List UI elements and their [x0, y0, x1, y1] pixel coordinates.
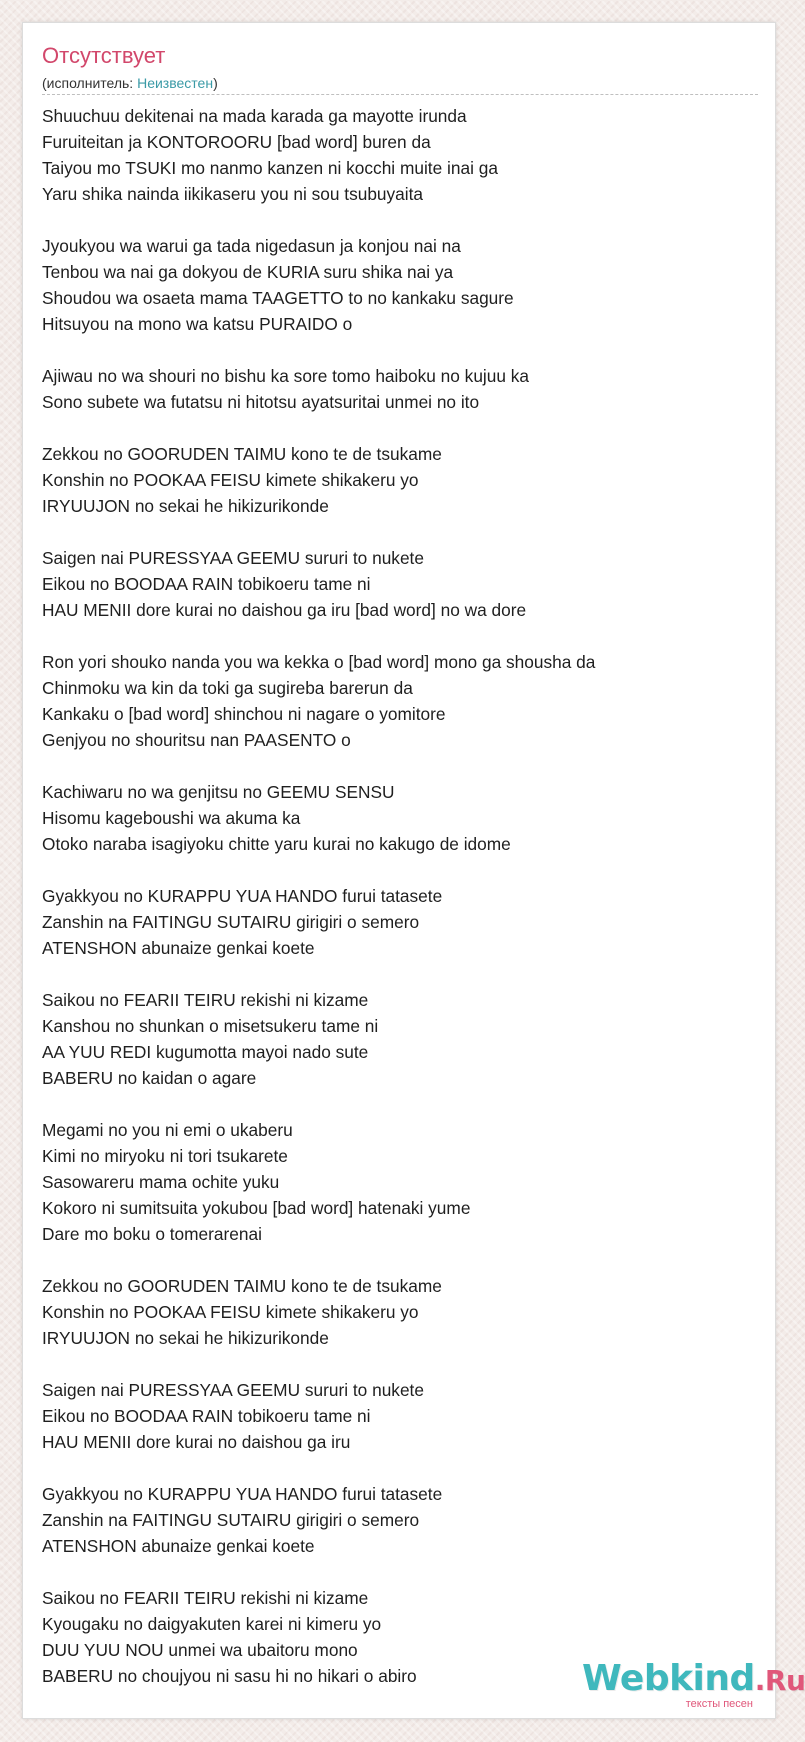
lyrics-line: Furuiteitan ja KONTOROORU [bad word] buren da	[42, 132, 431, 152]
lyrics-line: IRYUUJON no sekai he hikizurikonde	[42, 1328, 329, 1348]
lyrics-line: Chinmoku wa kin da toki ga sugireba barerun da	[42, 678, 413, 698]
lyrics-stanza	[42, 649, 758, 753]
lyrics-stanza	[42, 363, 758, 415]
site-logo[interactable]	[562, 1658, 805, 1714]
lyrics-line: Gyakkyou no KURAPPU YUA HANDO furui tatasete	[42, 886, 443, 906]
lyrics-line: Ron yori shouko nanda you wa kekka o [bad word] mono ga shousha da	[42, 652, 596, 672]
lyrics-stanza	[42, 1273, 758, 1351]
lyrics-line: Jyoukyou wa warui ga tada nigedasun ja konjou nai na	[42, 236, 461, 256]
lyrics-stanza	[42, 1481, 758, 1559]
lyrics-stanza	[42, 987, 758, 1091]
lyrics-line: HAU MENII dore kurai no daishou ga iru [bad word] no wa dore	[42, 600, 527, 620]
logo-tld: .Ru	[754, 1664, 805, 1697]
lyrics-line: Genjyou no shouritsu nan PAASENTO o	[42, 730, 351, 750]
lyrics-stanza	[42, 103, 758, 207]
lyrics-line: Otoko naraba isagiyoku chitte yaru kurai no kakugo de idome	[42, 834, 511, 854]
lyrics-line: Eikou no BOODAA RAIN tobikoeru tame ni	[42, 1406, 371, 1426]
lyrics-line: Konshin no POOKAA FEISU kimete shikakeru yo	[42, 470, 419, 490]
artist-suffix: )	[213, 75, 218, 91]
lyrics-line: ATENSHON abunaize genkai koete	[42, 938, 315, 958]
lyrics-line: Sono subete wa futatsu ni hitotsu ayatsuritai unmei no ito	[42, 392, 480, 412]
lyrics-stanza	[42, 1377, 758, 1455]
lyrics-line: Megami no you ni emi o ukaberu	[42, 1120, 293, 1140]
lyrics-line: Saikou no FEARII TEIRU rekishi ni kizame	[42, 1588, 369, 1608]
lyrics-line: Kanshou no shunkan o misetsukeru tame ni	[42, 1016, 379, 1036]
lyrics-line: Shuuchuu dekitenai na mada karada ga mayotte irunda	[42, 106, 467, 126]
artist-line	[42, 74, 218, 92]
lyrics-line: DUU YUU NOU unmei wa ubaitoru mono	[42, 1640, 358, 1660]
lyrics-line: Zanshin na FAITINGU SUTAIRU girigiri o semero	[42, 912, 420, 932]
lyrics-line: Saigen nai PURESSYAA GEEMU sururi to nukete	[42, 548, 424, 568]
logo-tagline: тексты песен	[685, 1698, 753, 1710]
lyrics-line: BABERU no kaidan o agare	[42, 1068, 257, 1088]
lyrics-line: Zanshin na FAITINGU SUTAIRU girigiri o semero	[42, 1510, 420, 1530]
lyrics-line: Zekkou no GOORUDEN TAIMU kono te de tsukame	[42, 444, 442, 464]
lyrics-line: ATENSHON abunaize genkai koete	[42, 1536, 315, 1556]
lyrics-line: Hitsuyou na mono wa katsu PURAIDO o	[42, 314, 353, 334]
lyrics-stanza	[42, 545, 758, 623]
logo-wordmark	[582, 1658, 805, 1702]
lyrics-stanza	[42, 779, 758, 857]
lyrics-line: Hisomu kageboushi wa akuma ka	[42, 808, 301, 828]
lyrics-line: BABERU no choujyou ni sasu hi no hikari o abiro	[42, 1666, 417, 1686]
logo-brand: Webkind	[582, 1658, 755, 1699]
lyrics-line: Yaru shika nainda iikikaseru you ni sou tsubuyaita	[42, 184, 424, 204]
lyrics-line: AA YUU REDI kugumotta mayoi nado sute	[42, 1042, 369, 1062]
lyrics-line: Gyakkyou no KURAPPU YUA HANDO furui tatasete	[42, 1484, 443, 1504]
lyrics-line: Dare mo boku o tomerarenai	[42, 1224, 262, 1244]
lyrics-line: Konshin no POOKAA FEISU kimete shikakeru yo	[42, 1302, 419, 1322]
lyrics-line: Shoudou wa osaeta mama TAAGETTO to no kankaku sagure	[42, 288, 514, 308]
lyrics-line: Kokoro ni sumitsuita yokubou [bad word] hatenaki yume	[42, 1198, 471, 1218]
lyrics-line: Saigen nai PURESSYAA GEEMU sururi to nukete	[42, 1380, 424, 1400]
lyrics-stanza	[42, 233, 758, 337]
song-title: Отсутствует	[42, 43, 166, 68]
lyrics-card	[22, 22, 776, 1719]
lyrics-line: Kankaku o [bad word] shinchou ni nagare o yomitore	[42, 704, 446, 724]
lyrics-line: IRYUUJON no sekai he hikizurikonde	[42, 496, 329, 516]
lyrics-body	[42, 103, 758, 1715]
lyrics-line: Taiyou mo TSUKI mo nanmo kanzen ni kocchi muite inai ga	[42, 158, 498, 178]
lyrics-line: Eikou no BOODAA RAIN tobikoeru tame ni	[42, 574, 371, 594]
lyrics-line: Sasowareru mama ochite yuku	[42, 1172, 280, 1192]
lyrics-line: Kimi no miryoku ni tori tsukarete	[42, 1146, 288, 1166]
lyrics-line: Saikou no FEARII TEIRU rekishi ni kizame	[42, 990, 369, 1010]
lyrics-stanza	[42, 441, 758, 519]
lyrics-line: Kyougaku no daigyakuten karei ni kimeru yo	[42, 1614, 382, 1634]
lyrics-line: Zekkou no GOORUDEN TAIMU kono te de tsukame	[42, 1276, 442, 1296]
lyrics-stanza	[42, 883, 758, 961]
lyrics-line: Tenbou wa nai ga dokyou de KURIA suru shika nai ya	[42, 262, 454, 282]
lyrics-line: HAU MENII dore kurai no daishou ga iru	[42, 1432, 351, 1452]
title-divider	[42, 94, 758, 95]
lyrics-line: Kachiwaru no wa genjitsu no GEEMU SENSU	[42, 782, 395, 802]
artist-prefix: (исполнитель:	[42, 75, 138, 91]
lyrics-stanza	[42, 1117, 758, 1247]
lyrics-line: Ajiwau no wa shouri no bishu ka sore tomo haiboku no kujuu ka	[42, 366, 530, 386]
artist-link[interactable]: Неизвестен	[137, 75, 214, 91]
